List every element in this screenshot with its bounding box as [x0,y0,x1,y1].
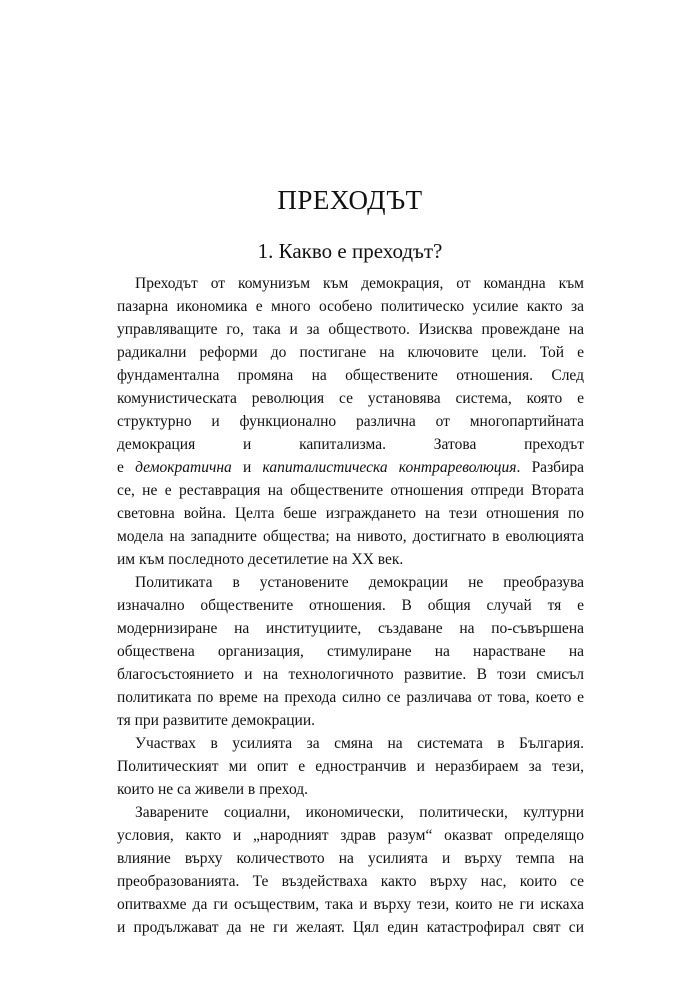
text-line: демокрация и капитализма. Затова преходът [117,436,584,453]
text-line: политиката по време на прехода силно се различава от това, което е [117,689,584,706]
text-line: им към последното десетилетие на XX век. [117,551,404,568]
text-line: условия, както и „народният здрав разум“ оказват определящо [117,827,584,844]
text-line: Преходът от комунизъм към демокрация, от командна към [135,275,584,292]
text-line: обществена организация, стимулиране на нарастване на [117,643,584,660]
text-line: Участвах в усилията за смяна на системата в България. [135,735,584,752]
italic-term: капиталистическа контрареволюция [262,459,517,476]
text-fragment: и [231,459,263,476]
text-line: влияние върху количеството на усилията и върху темпа на [117,850,584,867]
paragraph-4 [117,801,584,939]
text-line: радикални реформи до постигане на ключовите цели. Той е [117,344,584,361]
text-line: тя при развитите демокрации. [117,712,315,729]
text-line: които не са живели в преход. [117,781,309,798]
text-line-italic [117,456,584,479]
body-text [117,272,584,939]
text-fragment: . Разбира [516,459,584,476]
text-line: фундаментална промяна на обществените отношения. След [117,367,584,384]
paragraph-3 [117,732,584,801]
chapter-title: ПРЕХОДЪТ [277,185,423,215]
text-line: и продължават да не ги желаят. Цял един катастрофирал свят си [117,919,584,936]
text-line: Политиката в установените демокрации не преобразува [135,574,584,591]
text-line: структурно и функционално различна от многопартийната [117,413,584,430]
text-line: Политическият ми опит е едностранчив и неразбираем за тези, [117,758,584,775]
text-line: модернизиране на институциите, създаване на по-съвършена [117,620,584,637]
text-line: пазарна икономика е много особено политическо усилие както за [117,298,584,315]
text-line: комунистическата революция се установява система, която е [117,390,584,407]
text-line: Заварените социални, икономически, политически, културни [135,804,584,821]
text-line: изначално обществените отношения. В общия случай тя е [117,597,584,614]
text-line: модела на западните общества; на нивото, достигнато в еволюцията [117,528,584,545]
text-fragment: е [117,459,136,476]
text-line: се, не е реставрация на обществените отношения отпреди Втората [117,482,584,499]
text-line: управляващите го, така и за обществото. Изисква провеждане на [117,321,584,338]
italic-term: демократична [135,459,232,476]
paragraph-1 [117,272,584,571]
text-line: световна война. Целта беше изграждането на тези отношения по [117,505,584,522]
paragraph-2 [117,571,584,732]
section-title: 1. Какво е преходът? [257,239,443,263]
text-line: благосъстоянието и на технологичното развитие. В този смисъл [117,666,584,683]
text-line: преобразованията. Те въздействаха както върху нас, които се [117,873,584,890]
text-line: опитвахме да ги осъществим, така и върху тези, които не ги искаха [117,896,584,913]
